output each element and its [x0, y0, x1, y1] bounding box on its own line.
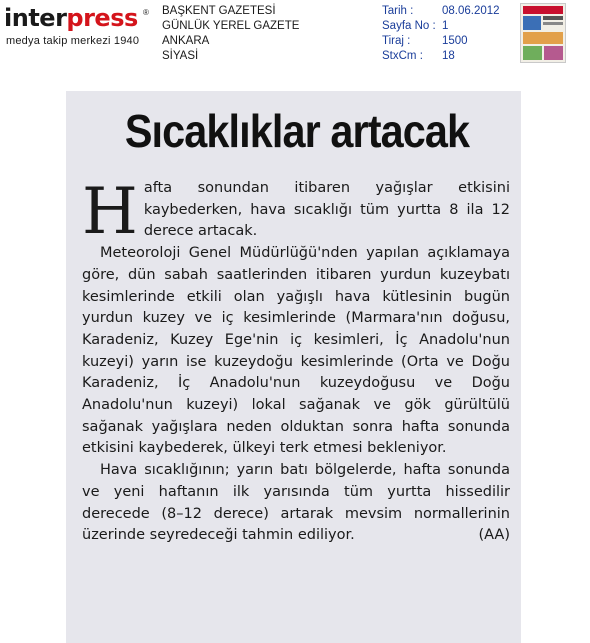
thumb-masthead	[523, 6, 563, 14]
drop-cap: H	[82, 175, 138, 249]
thumb-photo	[523, 16, 541, 30]
source-info	[162, 4, 299, 64]
publication-name: BAŞKENT GAZETESİ	[162, 5, 276, 17]
meta-label: Tiraj :	[382, 35, 411, 47]
article-body	[82, 175, 510, 547]
interpress-logo	[4, 5, 150, 49]
meta-row-stxcm	[382, 49, 512, 64]
article-headline: Sıcaklıklar artacak	[124, 105, 470, 157]
thumb-banner	[523, 32, 563, 44]
publication-section: SİYASİ	[162, 50, 199, 62]
article-lead	[82, 175, 510, 249]
thumb-photo	[523, 46, 542, 60]
meta-label: StxCm :	[382, 50, 423, 62]
article-clipping	[66, 91, 521, 643]
article-paragraph: Meteoroloji Genel Müdürlüğü'nden yapılan açıklamaya göre, dün sabah saatlerinden itibaren yurdun kuzeybatı kesimlerinde etkili olan yağışlı hava kütlesinin bugün yurdun kuzey ve iç kesimlerinde (Marmara'nın doğusu, Karadeniz, Kuzey Ege'nin iç kesimleri, İç Anadolu'nun kuzeyi) yarın ise kuzeydoğu kesimlerinde (Orta ve Doğu Karadeniz, İç Anadolu'nun kuzeydoğusu ve Doğu Anadolu'nun kuzeyi) lokal sağanak ve gök gürültülü sağanak yağışlara neden olduktan sonra hafta sonunda etkisini kaybederek, ülkeyi terk etmesi bekleniyor.	[82, 245, 510, 457]
clipping-meta	[382, 4, 512, 64]
thumb-photo	[544, 46, 563, 60]
meta-value: 18	[442, 50, 455, 62]
meta-row-circulation	[382, 34, 512, 49]
logo-word-main: inter	[4, 4, 67, 32]
thumb-text-line	[543, 16, 563, 20]
meta-label: Sayfa No :	[382, 20, 436, 32]
meta-value: 1500	[442, 35, 468, 47]
lead-text: afta sonundan itibaren yağışlar etkisini kaybederken, hava sıcaklığı tüm yurtta 8 ila 12 derece artacak.	[143, 180, 510, 240]
meta-value: 1	[442, 20, 449, 32]
thumb-text-line	[543, 22, 563, 25]
publication-type: GÜNLÜK YEREL GAZETE	[162, 20, 300, 32]
logo-word-accent: press	[66, 4, 138, 32]
paragraph-text: Hava sıcaklığının; yarın batı bölgelerde, hafta sonunda ve yeni haftanın ilk yarısında tüm yurtta hissedilir derecede (8–12 derece) artarak mevsim normallerinin üzerinde seyredeceği tahmin ediliyor.	[82, 462, 510, 544]
meta-row-page	[382, 19, 512, 34]
meta-label: Tarih :	[382, 5, 414, 17]
front-page-thumbnail[interactable]	[520, 3, 566, 63]
meta-value: 08.06.2012	[442, 5, 500, 17]
publication-city: ANKARA	[162, 35, 210, 47]
logo-wordmark	[4, 5, 138, 31]
meta-row-date	[382, 4, 512, 19]
registered-mark: ®	[143, 8, 149, 17]
logo-subtitle: medya takip merkezi 1940	[6, 35, 140, 47]
article-signature: (AA)	[478, 527, 510, 544]
article-paragraph-final	[82, 460, 510, 547]
